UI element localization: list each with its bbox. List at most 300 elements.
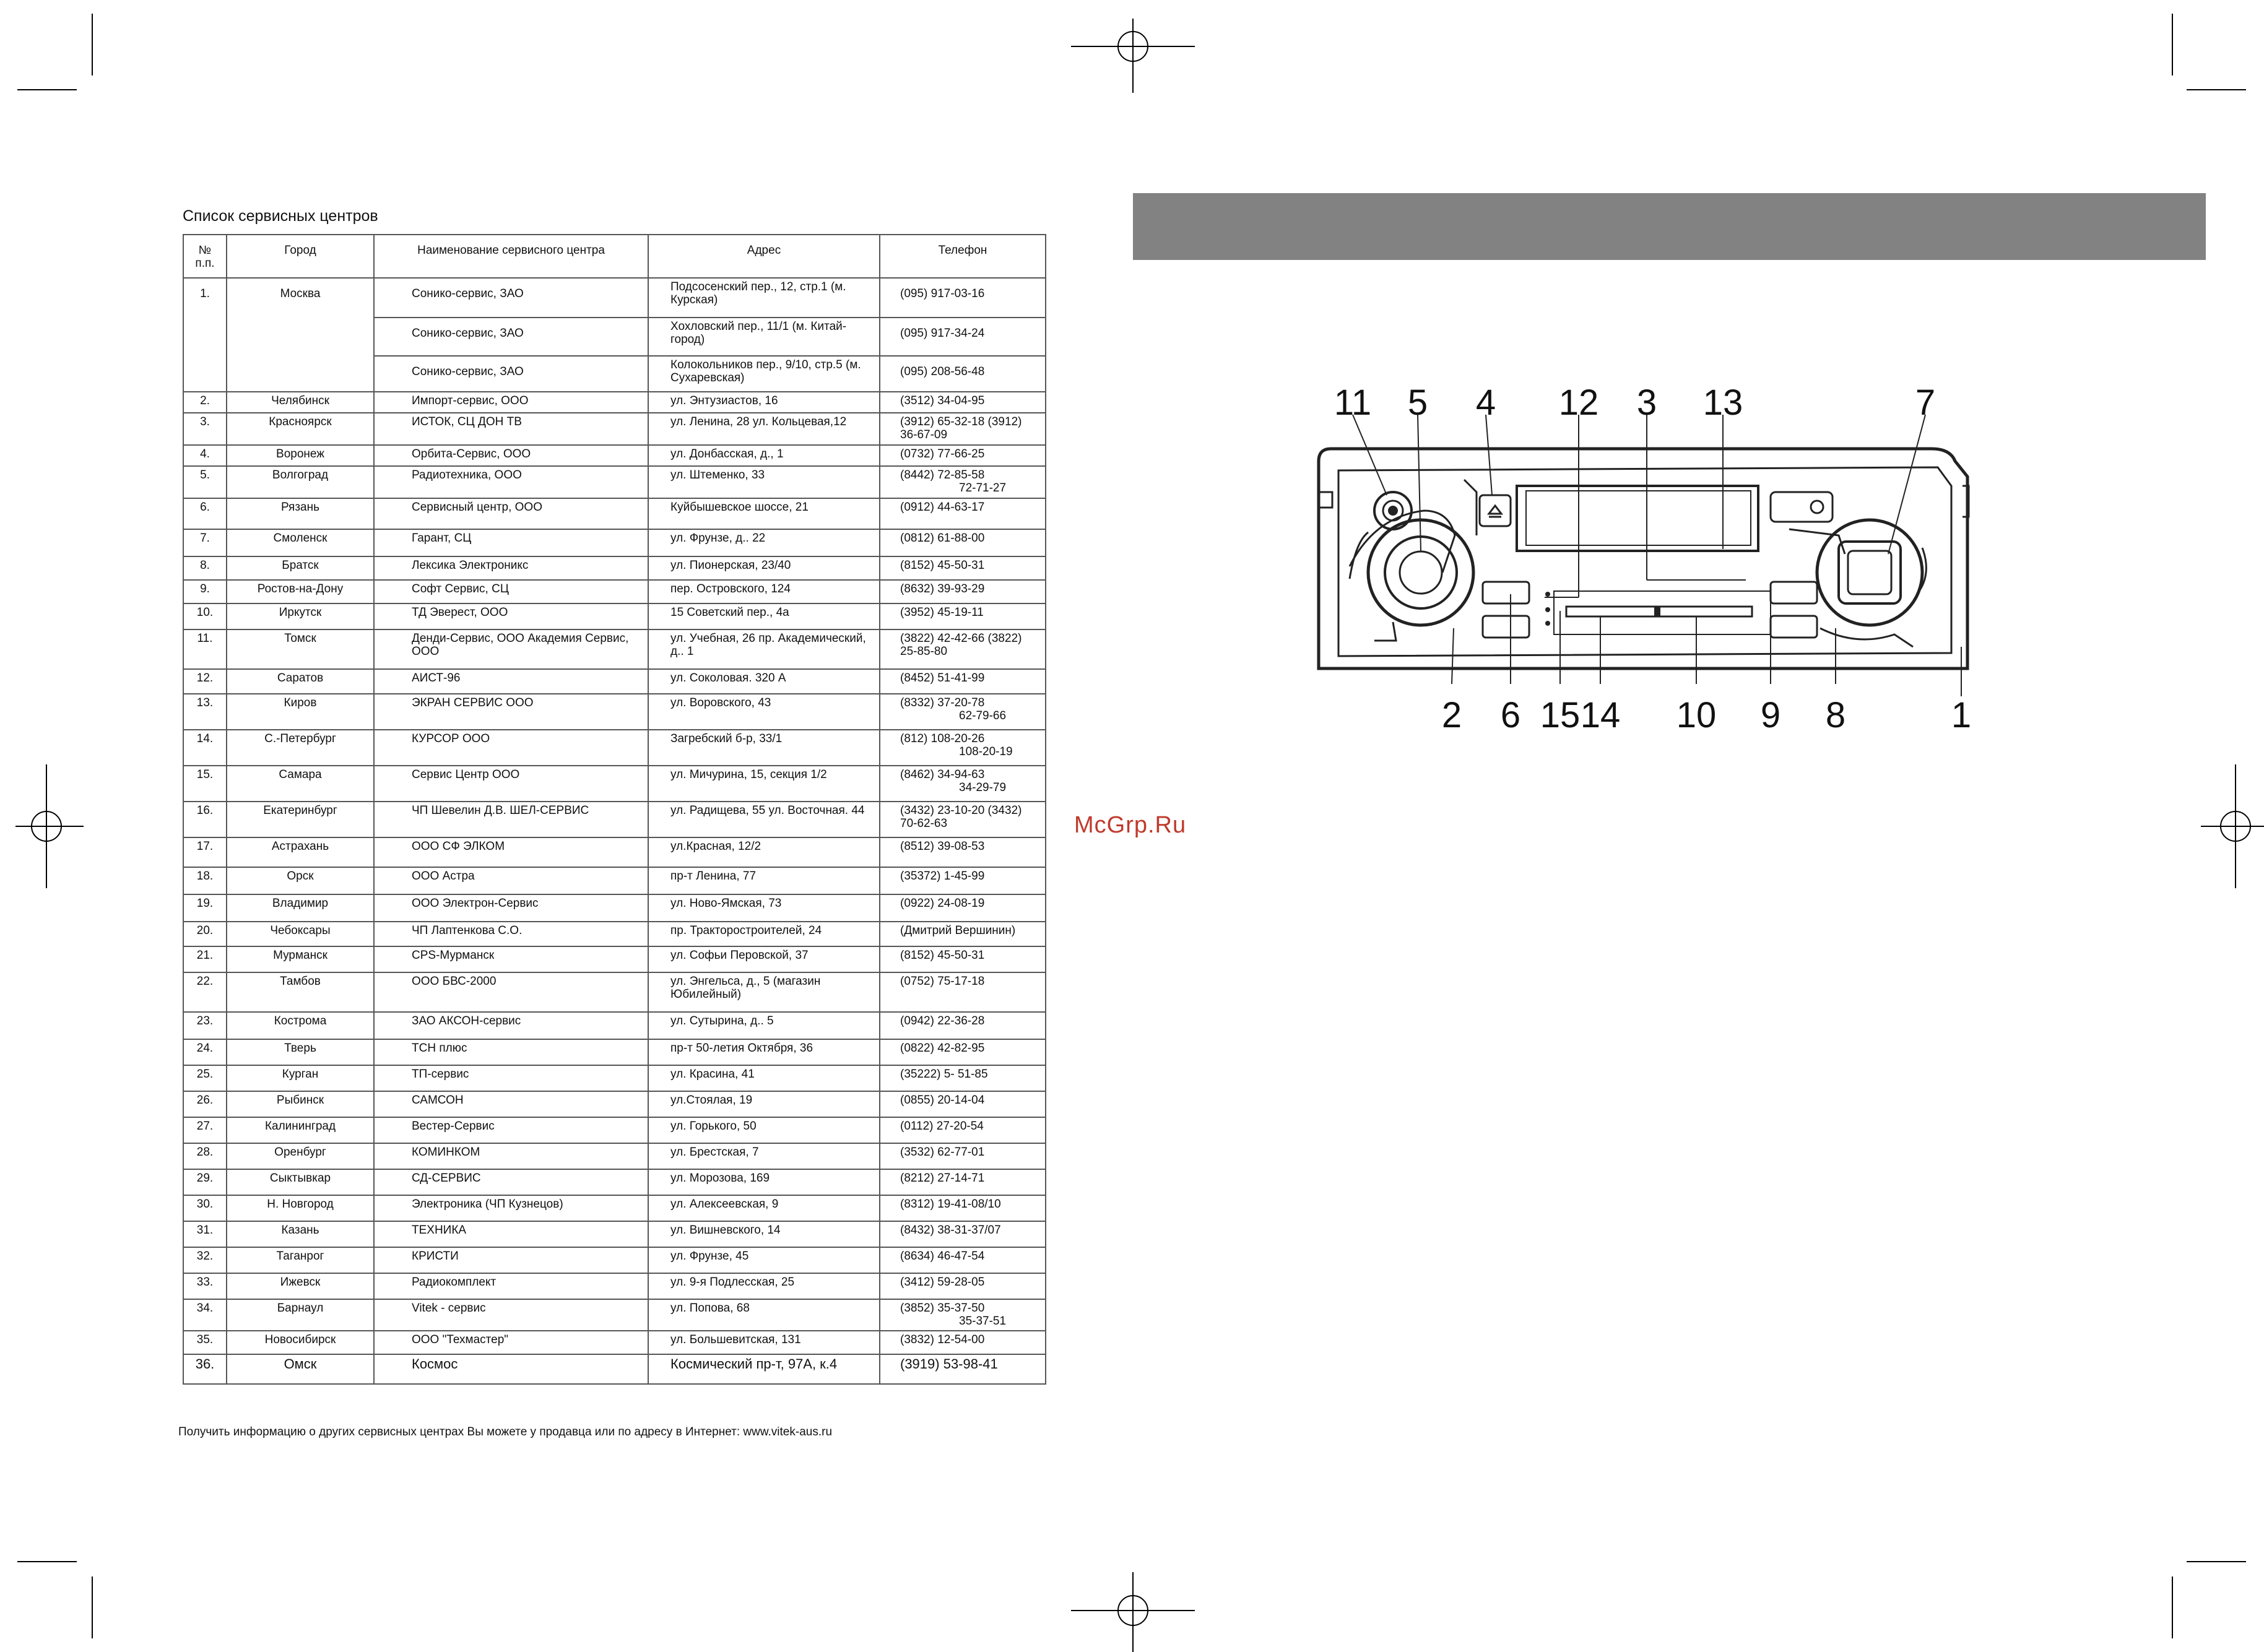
table-row [183, 529, 1046, 556]
phone-primary: (8152) 45-50-31 [900, 559, 985, 572]
bottom-callouts [1442, 695, 1971, 735]
cell-address: Космический пр-т, 97А, к.4 [648, 1354, 880, 1384]
cell-city: Владимир [227, 894, 374, 922]
cell-city: Н. Новгород [227, 1195, 374, 1221]
cell-num: 9. [183, 580, 227, 603]
cell-city: С.-Петербург [227, 730, 374, 766]
cell-name: Vitek - сервис [374, 1299, 648, 1331]
cell-city: Орск [227, 867, 374, 894]
cell-city: Иркутск [227, 603, 374, 629]
cell-num: 16. [183, 802, 227, 837]
cell-city: Казань [227, 1221, 374, 1247]
cell-address: ул. Фрунзе, д.. 22 [648, 529, 880, 556]
cell-city: Томск [227, 629, 374, 669]
crop-mark [92, 1576, 93, 1638]
cell-city: Самара [227, 766, 374, 802]
page-title: Список сервисных центров [183, 207, 378, 225]
cell-num: 23. [183, 1012, 227, 1039]
cell-city: Курган [227, 1065, 374, 1091]
cell-address: ул. Горького, 50 [648, 1117, 880, 1143]
cell-city: Мурманск [227, 946, 374, 972]
cell-name: ООО Астра [374, 867, 648, 894]
cell-city: Ижевск [227, 1273, 374, 1299]
cell-phone [880, 1299, 1046, 1331]
cell-num: 12. [183, 669, 227, 694]
cell-city: Саратов [227, 669, 374, 694]
phone-primary: (3832) 12-54-00 [900, 1333, 985, 1346]
cell-num: 22. [183, 972, 227, 1012]
phone-primary: (3432) 23-10-20 (3432) 70-62-63 [900, 804, 1022, 831]
phone-primary: (0912) 44-63-17 [900, 501, 985, 514]
callout-label: 14 [1580, 695, 1621, 735]
phone-primary: (8442) 72-85-58 [900, 469, 985, 482]
callout-label: 2 [1441, 695, 1462, 735]
cell-address: пр. Тракторостроителей, 24 [648, 922, 880, 946]
cell-name: ЭКРАН СЕРВИС ООО [374, 694, 648, 730]
cell-city: Ростов-на-Дону [227, 580, 374, 603]
table-row [183, 1273, 1046, 1299]
cell-address: ул. Соколовая. 320 А [648, 669, 880, 694]
cell-num: 8. [183, 556, 227, 580]
button-right-lower [1771, 616, 1817, 638]
header-city: Город [227, 235, 374, 278]
phone-primary: (Дмитрий Вершинин) [900, 924, 1016, 937]
cell-name: Сонико-сервис, ЗАО [374, 356, 648, 392]
eject-button [1480, 495, 1511, 526]
cell-name: САМСОН [374, 1091, 648, 1117]
cell-num: 21. [183, 946, 227, 972]
cell-phone [880, 580, 1046, 603]
phone-primary: (3822) 42-42-66 (3822) 25-85-80 [900, 632, 1022, 659]
cell-city: Оренбург [227, 1143, 374, 1169]
cell-phone: (095) 917-03-16 [880, 278, 1046, 318]
cell-name: ИСТОК, СЦ ДОН ТВ [374, 413, 648, 445]
cell-phone [880, 413, 1046, 445]
cell-city: Омск [227, 1354, 374, 1384]
cell-name: ЧП Лаптенкова С.О. [374, 922, 648, 946]
cell-phone [880, 1065, 1046, 1091]
phone-primary: (0922) 24-08-19 [900, 897, 985, 910]
cell-phone [880, 669, 1046, 694]
cell-address: ул. Ново-Ямская, 73 [648, 894, 880, 922]
watermark: McGrp.Ru [1074, 812, 1187, 838]
phone-secondary: 62-79-66 [959, 709, 1007, 723]
cell-address: пр-т Ленина, 77 [648, 867, 880, 894]
phone-primary: (3912) 65-32-18 (3912) 36-67-09 [900, 415, 1022, 442]
callout-label: 1 [1951, 695, 1972, 735]
cell-phone [880, 1012, 1046, 1039]
cell-address: ул. Пионерская, 23/40 [648, 556, 880, 580]
phone-primary: (8512) 39-08-53 [900, 840, 985, 853]
callout-label: 13 [1702, 387, 1743, 423]
cell-name: Сервис Центр ООО [374, 766, 648, 802]
cell-name: ООО БВС-2000 [374, 972, 648, 1012]
table-row [183, 1012, 1046, 1039]
cell-name: КУРСОР ООО [374, 730, 648, 766]
cell-name: Сервисный центр, ООО [374, 498, 648, 529]
phone-primary: (8312) 19-41-08/10 [900, 1198, 1001, 1211]
cell-phone [880, 894, 1046, 922]
cell-address: ул. Воровского, 43 [648, 694, 880, 730]
cell-name: Вестер-Сервис [374, 1117, 648, 1143]
table-row [183, 1117, 1046, 1143]
cell-phone [880, 766, 1046, 802]
cell-phone [880, 529, 1046, 556]
cell-phone [880, 972, 1046, 1012]
cell-num: 24. [183, 1039, 227, 1065]
phone-primary: (812) 108-20-26 [900, 732, 985, 745]
cell-city: Волгоград [227, 466, 374, 498]
registration-mark-right [2201, 764, 2264, 888]
cell-num: 30. [183, 1195, 227, 1221]
cell-name: ТЕХНИКА [374, 1221, 648, 1247]
table-row [183, 867, 1046, 894]
cell-name: ООО "Техмастер" [374, 1331, 648, 1354]
cell-num: 6. [183, 498, 227, 529]
phone-secondary: 108-20-19 [959, 745, 1013, 759]
phone-primary: (8332) 37-20-78 [900, 696, 985, 709]
table-row [183, 498, 1046, 529]
callout-label: 5 [1407, 387, 1428, 423]
cell-phone: (095) 208-56-48 [880, 356, 1046, 392]
phone-secondary: 34-29-79 [959, 781, 1007, 795]
table-row [183, 1247, 1046, 1273]
phone-primary: (35222) 5- 51-85 [900, 1068, 988, 1081]
table-row [183, 392, 1046, 413]
table-row [183, 413, 1046, 445]
callout-label: 4 [1475, 387, 1496, 423]
cell-city: Екатеринбург [227, 802, 374, 837]
cell-address: ул. Учебная, 26 пр. Академический, д.. 1 [648, 629, 880, 669]
cell-name: ООО Электрон-Сервис [374, 894, 648, 922]
callout-label: 3 [1636, 387, 1657, 423]
table-row [183, 1299, 1046, 1331]
callout-label: 9 [1760, 695, 1781, 735]
cell-address: ул. Красина, 41 [648, 1065, 880, 1091]
phone-secondary: 72-71-27 [959, 482, 1007, 495]
callout-label: 6 [1500, 695, 1521, 735]
cell-address: ул. Софьи Перовской, 37 [648, 946, 880, 972]
cell-phone: (095) 917-34-24 [880, 318, 1046, 356]
phone-primary: (3952) 45-19-11 [900, 606, 984, 619]
table-row [183, 730, 1046, 766]
cell-city: Тамбов [227, 972, 374, 1012]
table-row [183, 1169, 1046, 1195]
cell-address: пр-т 50-летия Октября, 36 [648, 1039, 880, 1065]
cell-name: Радиокомплект [374, 1273, 648, 1299]
cell-name: Денди-Сервис, ООО Академия Сервис, ООО [374, 629, 648, 669]
cell-phone [880, 1221, 1046, 1247]
cell-name: Космос [374, 1354, 648, 1384]
cell-address: Куйбышевское шоссе, 21 [648, 498, 880, 529]
phone-primary: (3512) 34-04-95 [900, 394, 985, 407]
cell-name: CPS-Мурманск [374, 946, 648, 972]
button-right-upper [1771, 582, 1817, 603]
phone-primary: (8152) 45-50-31 [900, 949, 985, 962]
table-row [183, 466, 1046, 498]
cell-city: Смоленск [227, 529, 374, 556]
cell-phone [880, 1091, 1046, 1117]
cell-num: 35. [183, 1331, 227, 1354]
cell-city: Тверь [227, 1039, 374, 1065]
cell-address: ул. Морозова, 169 [648, 1169, 880, 1195]
cell-address: Колокольников пер., 9/10, стр.5 (м. Сухаревская) [648, 356, 880, 392]
cell-num: 11. [183, 629, 227, 669]
cell-phone [880, 1143, 1046, 1169]
registration-mark-bottom [1065, 1572, 1201, 1652]
cell-name: Орбита-Сервис, ООО [374, 445, 648, 466]
table-row [183, 1143, 1046, 1169]
cell-num: 29. [183, 1169, 227, 1195]
cell-name: Лексика Электроникс [374, 556, 648, 580]
top-callouts [1334, 387, 1935, 423]
callout-label: 11 [1334, 387, 1372, 423]
cell-address: ул.Красная, 12/2 [648, 837, 880, 867]
header-name: Наименование сервисного центра [374, 235, 648, 278]
cell-address: ул. Энгельса, д., 5 (магазин Юбилейный) [648, 972, 880, 1012]
cell-phone [880, 556, 1046, 580]
cell-phone [880, 1273, 1046, 1299]
cell-num: 13. [183, 694, 227, 730]
table-row [183, 1331, 1046, 1354]
table-header-row [183, 235, 1046, 278]
button-left-upper [1483, 582, 1529, 603]
callout-label: 10 [1676, 695, 1717, 735]
cell-city: Таганрог [227, 1247, 374, 1273]
cell-address: ул. Попова, 68 [648, 1299, 880, 1331]
phone-primary: (8452) 51-41-99 [900, 672, 985, 685]
crop-mark [17, 1561, 77, 1562]
table-row [183, 556, 1046, 580]
cell-name: Электроника (ЧП Кузнецов) [374, 1195, 648, 1221]
cell-num: 34. [183, 1299, 227, 1331]
cell-address: ул. Вишневского, 14 [648, 1221, 880, 1247]
phone-primary: (0942) 22-36-28 [900, 1014, 985, 1027]
cell-phone [880, 730, 1046, 766]
cell-name: ЗАО АКСОН-сервис [374, 1012, 648, 1039]
table-row [183, 766, 1046, 802]
cell-num: 15. [183, 766, 227, 802]
cell-city: Астрахань [227, 837, 374, 867]
cell-address: Хохловский пер., 11/1 (м. Китай-город) [648, 318, 880, 356]
cell-address: ул. Фрунзе, 45 [648, 1247, 880, 1273]
table-row [183, 946, 1046, 972]
cell-name: КОМИНКОМ [374, 1143, 648, 1169]
footer-note: Получить информацию о других сервисных центрах Вы можете у продавца или по адресу в Интернет: www.vitek-aus.ru [178, 1425, 833, 1438]
table-row [183, 580, 1046, 603]
phone-primary: (0812) 61-88-00 [900, 532, 985, 545]
cell-city: Челябинск [227, 392, 374, 413]
cell-address: ул. Большевитская, 131 [648, 1331, 880, 1354]
cell-name: Софт Сервис, СЦ [374, 580, 648, 603]
phone-primary: (0752) 75-17-18 [900, 975, 985, 988]
header-num: № п.п. [183, 235, 227, 278]
table-row [183, 1195, 1046, 1221]
phone-primary: (8212) 27-14-71 [900, 1172, 985, 1185]
phone-primary: (8632) 39-93-29 [900, 582, 985, 595]
cell-phone [880, 629, 1046, 669]
phone-primary: (3412) 59-28-05 [900, 1276, 985, 1289]
cell-address: ул. Мичурина, 15, секция 1/2 [648, 766, 880, 802]
cell-address: 15 Советский пер., 4а [648, 603, 880, 629]
cell-phone [880, 1169, 1046, 1195]
table-row [183, 603, 1046, 629]
cell-address: ул. Ленина, 28 ул. Кольцевая,12 [648, 413, 880, 445]
cell-num: 27. [183, 1117, 227, 1143]
cell-num: 28. [183, 1143, 227, 1169]
cell-name: ТД Эверест, ООО [374, 603, 648, 629]
cell-address: Загребский б-р, 33/1 [648, 730, 880, 766]
crop-mark [2172, 1576, 2173, 1638]
display-window [1517, 486, 1758, 551]
cell-name: ООО СФ ЭЛКОМ [374, 837, 648, 867]
registration-mark-top [1065, 19, 1201, 93]
cell-city: Красноярск [227, 413, 374, 445]
phone-primary: (35372) 1-45-99 [900, 870, 985, 883]
cell-num: 1. [183, 278, 227, 392]
table-row [183, 445, 1046, 466]
callout-label: 7 [1915, 387, 1936, 423]
cell-num: 18. [183, 867, 227, 894]
cell-address: ул. Штеменко, 33 [648, 466, 880, 498]
crop-mark [2187, 89, 2246, 90]
table-row [183, 802, 1046, 837]
table-row [183, 972, 1046, 1012]
cell-num: 2. [183, 392, 227, 413]
phone-primary: (8462) 34-94-63 [900, 768, 985, 781]
cell-city: Калининград [227, 1117, 374, 1143]
cell-address: ул. Алексеевская, 9 [648, 1195, 880, 1221]
table-row [183, 278, 1046, 318]
cell-name: Сонико-сервис, ЗАО [374, 278, 648, 318]
cell-phone [880, 603, 1046, 629]
callout-label: 8 [1825, 695, 1846, 735]
table-row [183, 629, 1046, 669]
cell-address: ул. Донбасская, д., 1 [648, 445, 880, 466]
crop-mark [2187, 1561, 2246, 1562]
table-row [183, 1354, 1046, 1384]
cell-city: Москва [227, 278, 374, 392]
table-row [183, 1039, 1046, 1065]
cell-num: 19. [183, 894, 227, 922]
cell-name: АИСТ-96 [374, 669, 648, 694]
phone-primary: (0822) 42-82-95 [900, 1042, 985, 1055]
cell-phone [880, 392, 1046, 413]
table-row [183, 894, 1046, 922]
table-row [183, 837, 1046, 867]
phone-primary: (3532) 62-77-01 [900, 1146, 985, 1159]
cell-address: пер. Островского, 124 [648, 580, 880, 603]
crop-mark [92, 14, 93, 76]
phone-primary: (3919) 53-98-41 [900, 1356, 998, 1372]
cell-phone [880, 1247, 1046, 1273]
table-row [183, 922, 1046, 946]
table-row [183, 1091, 1046, 1117]
cell-name: ЧП Шевелин Д.В. ШЕЛ-СЕРВИС [374, 802, 648, 837]
cell-phone [880, 837, 1046, 867]
cell-phone [880, 802, 1046, 837]
cell-phone [880, 1331, 1046, 1354]
callout-label: 15 [1540, 695, 1581, 735]
phone-primary: (3852) 35-37-50 [900, 1302, 985, 1315]
phone-secondary: 35-37-51 [959, 1315, 1007, 1328]
cell-city: Барнаул [227, 1299, 374, 1331]
cell-phone [880, 1354, 1046, 1384]
service-centers-table [183, 234, 1046, 1385]
header-band [1133, 193, 2206, 260]
cell-num: 14. [183, 730, 227, 766]
cell-address: ул. 9-я Подлесская, 25 [648, 1273, 880, 1299]
cell-city: Сыктывкар [227, 1169, 374, 1195]
cell-address: ул. Энтузиастов, 16 [648, 392, 880, 413]
crop-mark [17, 89, 77, 90]
cell-phone [880, 445, 1046, 466]
cell-num: 4. [183, 445, 227, 466]
cell-num: 33. [183, 1273, 227, 1299]
cell-city: Киров [227, 694, 374, 730]
cell-phone [880, 466, 1046, 498]
table-row [183, 1065, 1046, 1091]
car-radio-diagram [1300, 387, 2018, 758]
phone-primary: (0112) 27-20-54 [900, 1120, 984, 1133]
faceplate-outline [1319, 449, 1967, 668]
cell-num: 31. [183, 1221, 227, 1247]
cell-name: СД-СЕРВИС [374, 1169, 648, 1195]
faceplate-inner [1338, 467, 1951, 656]
cell-name: Импорт-сервис, ООО [374, 392, 648, 413]
phone-primary: (0732) 77-66-25 [900, 448, 985, 461]
header-phone: Телефон [880, 235, 1046, 278]
cell-num: 3. [183, 413, 227, 445]
phone-primary: (0855) 20-14-04 [900, 1094, 985, 1107]
cell-address: ул. Сутырина, д.. 5 [648, 1012, 880, 1039]
cell-address: Подсосенский пер., 12, стр.1 (м. Курская) [648, 278, 880, 318]
cell-phone [880, 946, 1046, 972]
cell-num: 20. [183, 922, 227, 946]
cell-name: КРИСТИ [374, 1247, 648, 1273]
cell-address: ул. Брестская, 7 [648, 1143, 880, 1169]
cell-phone [880, 867, 1046, 894]
cell-num: 32. [183, 1247, 227, 1273]
header-address: Адрес [648, 235, 880, 278]
cell-phone [880, 498, 1046, 529]
cell-city: Чебоксары [227, 922, 374, 946]
cell-phone [880, 1117, 1046, 1143]
registration-mark-left [15, 764, 84, 888]
cell-phone [880, 694, 1046, 730]
cell-num: 10. [183, 603, 227, 629]
crop-mark [2172, 14, 2173, 76]
cell-num: 5. [183, 466, 227, 498]
table-row [183, 1221, 1046, 1247]
cell-name: Сонико-сервис, ЗАО [374, 318, 648, 356]
cell-num: 17. [183, 837, 227, 867]
phone-primary: (8432) 38-31-37/07 [900, 1224, 1001, 1237]
button-left-lower [1483, 616, 1529, 638]
cell-name: ТП-сервис [374, 1065, 648, 1091]
cell-address: ул. Радищева, 55 ул. Восточная. 44 [648, 802, 880, 837]
cell-name: Радиотехника, ООО [374, 466, 648, 498]
cell-city: Воронеж [227, 445, 374, 466]
cell-address: ул.Стоялая, 19 [648, 1091, 880, 1117]
cell-num: 26. [183, 1091, 227, 1117]
table-row [183, 669, 1046, 694]
cell-phone [880, 1039, 1046, 1065]
callout-label: 12 [1558, 387, 1599, 423]
cell-city: Новосибирск [227, 1331, 374, 1354]
cell-name: ТСН плюс [374, 1039, 648, 1065]
cell-phone [880, 1195, 1046, 1221]
